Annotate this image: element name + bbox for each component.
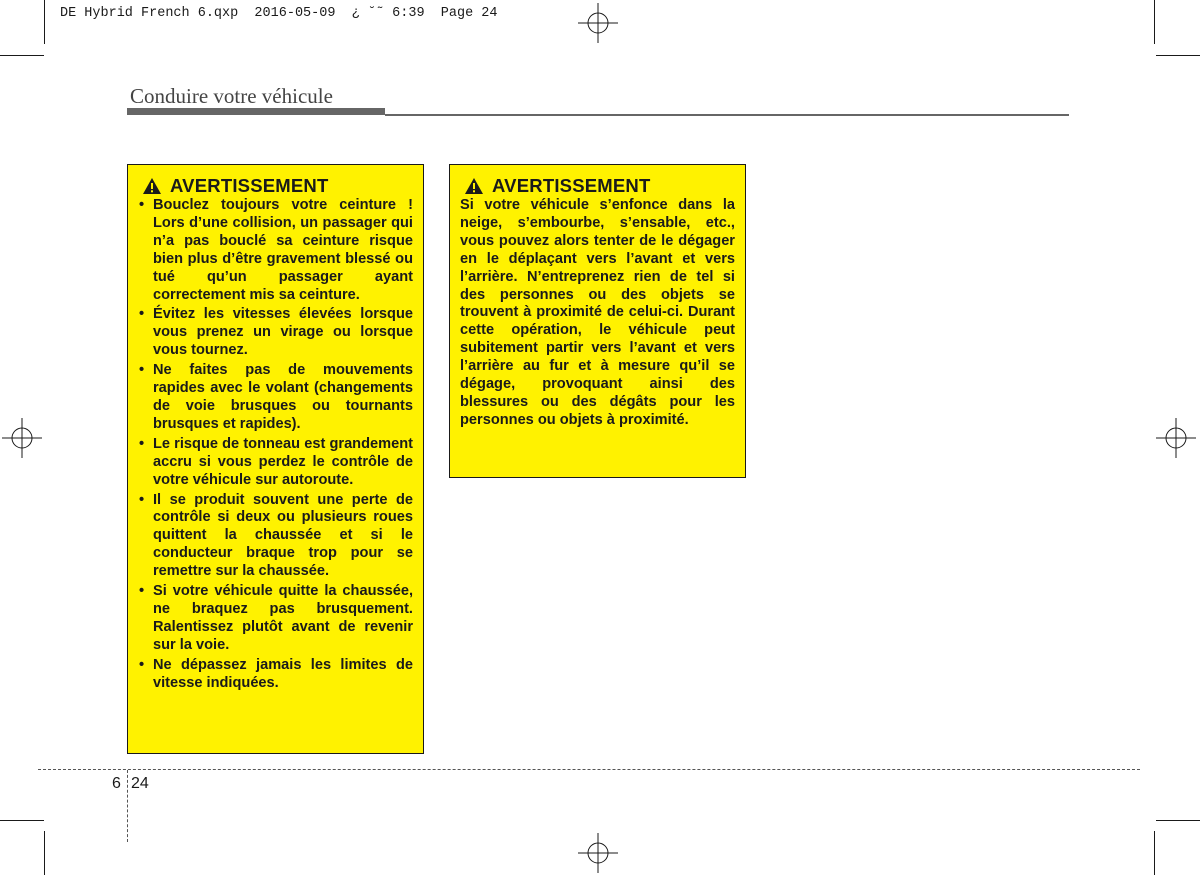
warning-header <box>464 177 735 195</box>
header-rule-thin <box>385 114 1069 116</box>
warning-item: • Ne faites pas de mouvements rapides avec le volant (changements de voie brusques ou tournants brusques et rapides). <box>138 362 413 434</box>
crop-mark <box>1156 820 1200 821</box>
crop-mark <box>1154 831 1155 875</box>
warning-item: • Bouclez toujours votre ceinture ! Lors d’une collision, un passager qui n’a pas bouclé sa ceinture risque bien plus d’être gravement blessé ou tué qu’un passager ayant correctement mis sa ceinture. <box>138 197 413 304</box>
warning-header <box>142 177 413 195</box>
warning-item: • Si votre véhicule quitte la chaussée, ne braquez pas brusquement. Ralentissez plutôt avant de revenir sur la voie. <box>138 583 413 655</box>
footer-dashed-divider <box>127 770 128 842</box>
crop-mark <box>44 831 45 875</box>
crop-mark <box>44 0 45 44</box>
warning-triangle-icon <box>142 177 162 195</box>
page-number: 24 <box>131 775 149 792</box>
warning-item: • Ne dépassez jamais les limites de vitesse indiquées. <box>138 657 413 693</box>
warning-list <box>138 197 413 692</box>
chapter-number: 6 <box>112 775 121 792</box>
warning-box-right <box>449 164 746 478</box>
header-rule-thick <box>127 108 385 115</box>
footer-dashed-rule <box>38 769 1140 770</box>
warning-item: • Le risque de tonneau est grandement accru si vous perdez le contrôle de votre véhicule sur autoroute. <box>138 436 413 490</box>
crop-mark <box>0 55 44 56</box>
warning-title: AVERTISSEMENT <box>492 175 651 197</box>
warning-box-left <box>127 164 424 754</box>
warning-triangle-icon <box>464 177 484 195</box>
warning-title: AVERTISSEMENT <box>170 175 329 197</box>
warning-item: • Il se produit souvent une perte de contrôle si deux ou plusieurs roues quittent la chaussée et si le conducteur braque trop pour se remettre sur la chaussée. <box>138 492 413 582</box>
warning-item: • Évitez les vitesses élevées lorsque vous prenez un virage ou lorsque vous tournez. <box>138 306 413 360</box>
registration-mark-icon <box>578 833 618 873</box>
warning-text: Si votre véhicule s’enfonce dans la neige, s’embourbe, s’ensable, etc., vous pouvez alors tenter de le dégager en le déplaçant vers l’avant et vers l’arrière. N’entreprenez rien de tel si des personnes ou des objets se trouvent à proximité de celui-ci. Durant cette opération, le véhicule peut subitement partir vers l’avant et vers l’arrière au fur et à mesure qu’il se dégage, provoquant ainsi des blessures ou des dégâts pour les personnes ou objets à proximité. <box>460 197 735 428</box>
registration-mark-icon <box>578 3 618 43</box>
print-slug: DE Hybrid French 6.qxp 2016-05-09 ¿ ˘˜ 6:39 Page 24 <box>60 6 498 21</box>
crop-mark <box>0 820 44 821</box>
chapter-title: Conduire votre véhicule <box>130 84 333 108</box>
crop-mark <box>1154 0 1155 44</box>
crop-mark <box>1156 55 1200 56</box>
registration-mark-icon <box>1156 418 1196 458</box>
registration-mark-icon <box>2 418 42 458</box>
